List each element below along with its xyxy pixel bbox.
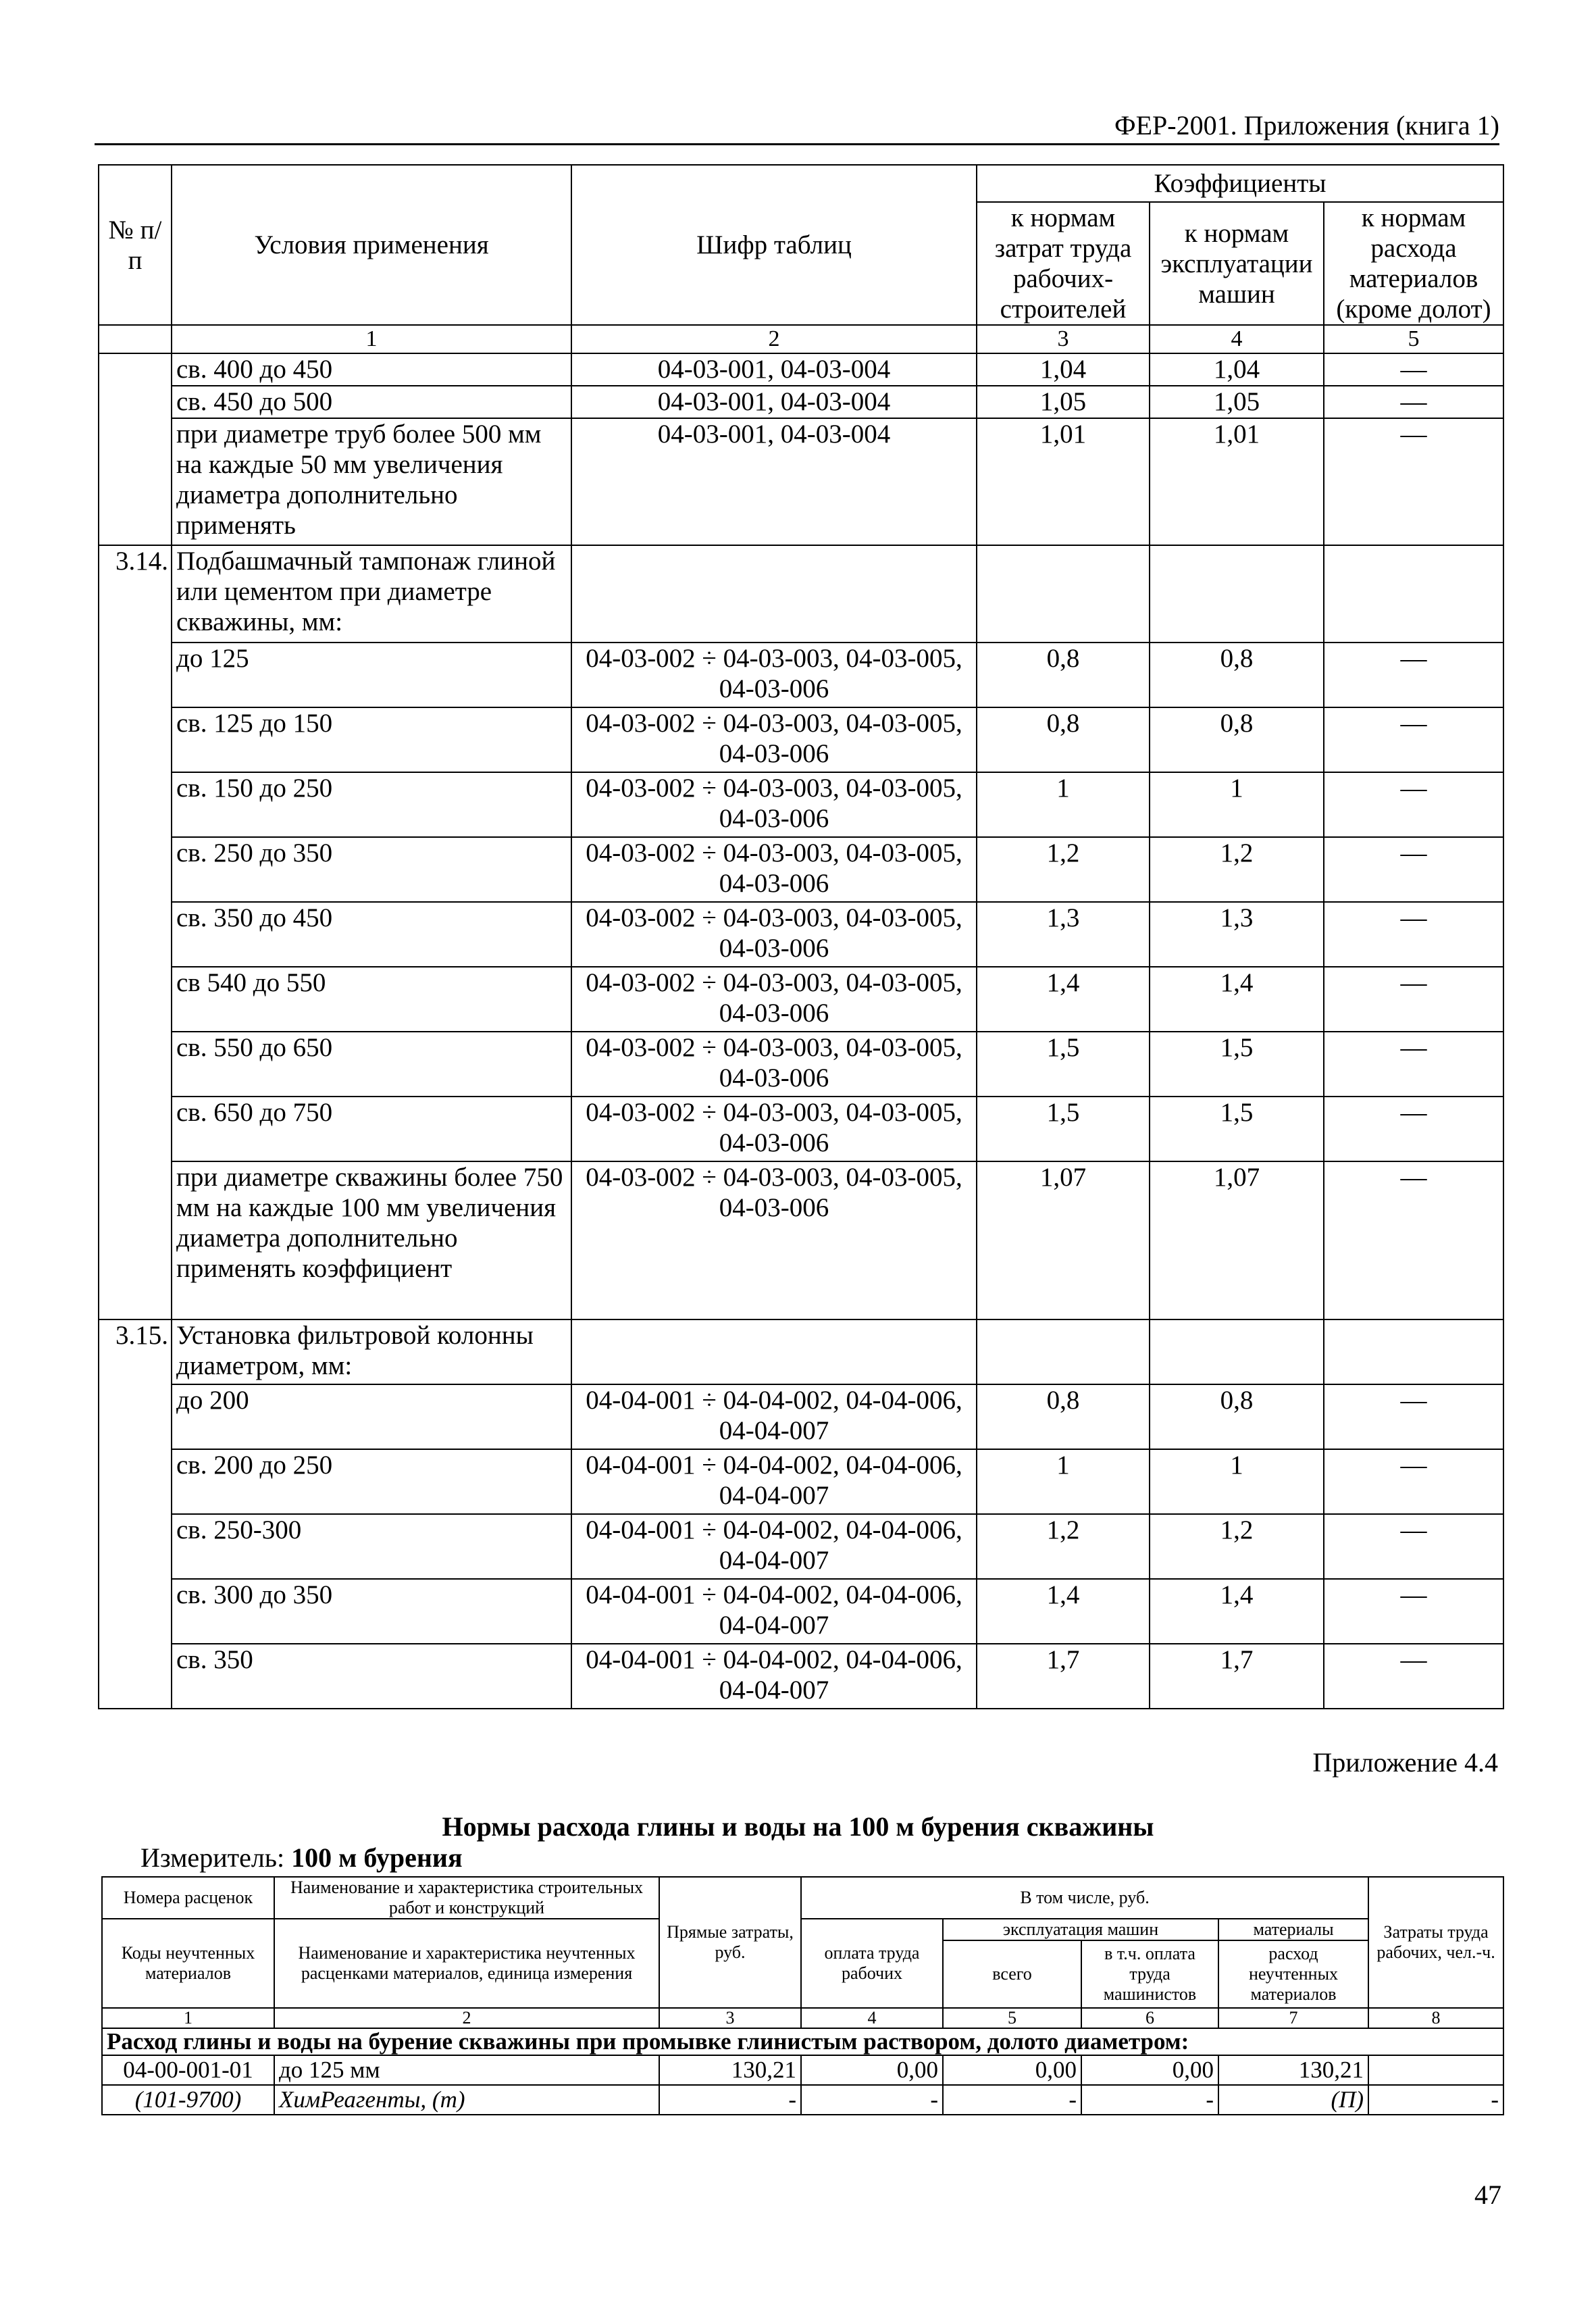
direct-costs: - xyxy=(659,2085,801,2115)
col-number: 1 xyxy=(102,2008,274,2028)
machine-coef: 1,7 xyxy=(1150,1644,1324,1709)
col-number: 5 xyxy=(943,2008,1081,2028)
header-materials: к нормам расхода материалов (кроме долот) xyxy=(1324,202,1503,325)
col-number xyxy=(99,325,172,353)
table-row xyxy=(99,386,1503,418)
table-row xyxy=(99,1032,1503,1097)
code-cell: 04-03-002 ÷ 04-03-003, 04-03-005, 04-03-006 xyxy=(571,967,977,1032)
header-machinist-pay: в т.ч. оплата труда машинистов xyxy=(1081,1940,1218,2008)
appendix-label: Приложение 4.4 xyxy=(1312,1747,1498,1778)
material-coef: — xyxy=(1324,837,1503,902)
col-number: 1 xyxy=(172,325,571,353)
labor-coef: 1,3 xyxy=(977,902,1150,967)
table-row xyxy=(99,1384,1503,1449)
labor-coef: 1,5 xyxy=(977,1097,1150,1161)
labor-coef: 1,07 xyxy=(977,1161,1150,1319)
col-number: 6 xyxy=(1081,2008,1218,2028)
condition-cell: св. 250 до 350 xyxy=(172,837,571,902)
table-row xyxy=(99,1319,1503,1384)
worker-pay: 0,00 xyxy=(801,2055,943,2085)
material-code: (101-9700) xyxy=(102,2085,274,2115)
code-cell: 04-03-002 ÷ 04-03-003, 04-03-005, 04-03-006 xyxy=(571,837,977,902)
condition-cell: св. 200 до 250 xyxy=(172,1449,571,1514)
material-coef: — xyxy=(1324,1644,1503,1709)
code-cell: 04-03-002 ÷ 04-03-003, 04-03-005, 04-03-006 xyxy=(571,1032,977,1097)
rate-code: 04-00-001-01 xyxy=(102,2055,274,2085)
condition-cell: Подбашмачный тампонаж глиной или цементом при диаметре скважины, мм: xyxy=(172,545,571,643)
col-number: 2 xyxy=(274,2008,659,2028)
measure-label: Измеритель: xyxy=(140,1842,285,1873)
col-number: 4 xyxy=(801,2008,943,2028)
condition-cell: св. 250-300 xyxy=(172,1514,571,1579)
code-cell: 04-03-001, 04-03-004 xyxy=(571,418,977,545)
col-number: 8 xyxy=(1368,2008,1503,2028)
condition-cell: св. 350 до 450 xyxy=(172,902,571,967)
machine-total: - xyxy=(943,2085,1081,2115)
table-row xyxy=(99,1161,1503,1319)
machine-coef: 1 xyxy=(1150,1449,1324,1514)
work-name: до 125 мм xyxy=(274,2055,659,2085)
table-row xyxy=(99,1514,1503,1579)
labor-coef: 1,4 xyxy=(977,1579,1150,1644)
condition-cell: св. 400 до 450 xyxy=(172,353,571,386)
machine-coef: 1,01 xyxy=(1150,418,1324,545)
condition-cell: св. 300 до 350 xyxy=(172,1579,571,1644)
col-number: 5 xyxy=(1324,325,1503,353)
condition-cell: при диаметре скважины более 750 мм на каждые 100 мм увеличения диаметра дополнительно применять коэффициент xyxy=(172,1161,571,1319)
machine-coef: 1,04 xyxy=(1150,353,1324,386)
material-coef: — xyxy=(1324,1032,1503,1097)
code-cell: 04-04-001 ÷ 04-04-002, 04-04-006, 04-04-007 xyxy=(571,1514,977,1579)
code-cell: 04-04-001 ÷ 04-04-002, 04-04-006, 04-04-007 xyxy=(571,1579,977,1644)
material-coef: — xyxy=(1324,643,1503,707)
code-cell: 04-03-002 ÷ 04-03-003, 04-03-005, 04-03-006 xyxy=(571,902,977,967)
coefficients-table xyxy=(98,164,1504,1709)
table-row xyxy=(102,2055,1503,2085)
section-heading: Расход глины и воды на бурение скважины при промывке глинистым раствором, долото диаметром: xyxy=(102,2028,1503,2055)
labor-coef: 1,2 xyxy=(977,1514,1150,1579)
machine-coef: 0,8 xyxy=(1150,707,1324,772)
table-row xyxy=(99,353,1503,386)
header-material-codes: Коды неучтенных материалов xyxy=(102,1919,274,2008)
code-cell: 04-04-001 ÷ 04-04-002, 04-04-006, 04-04-007 xyxy=(571,1449,977,1514)
machine-coef: 1,4 xyxy=(1150,1579,1324,1644)
table-row xyxy=(99,1097,1503,1161)
code-cell: 04-03-002 ÷ 04-03-003, 04-03-005, 04-03-006 xyxy=(571,772,977,837)
labor-costs xyxy=(1368,2055,1503,2085)
header-coefficients: Коэффициенты xyxy=(977,165,1503,202)
labor-coef: 1,2 xyxy=(977,837,1150,902)
material-coef: — xyxy=(1324,1579,1503,1644)
header-worker-pay: оплата труда рабочих xyxy=(801,1919,943,2008)
table-row xyxy=(99,772,1503,837)
labor-coef: 0,8 xyxy=(977,707,1150,772)
table-row xyxy=(99,643,1503,707)
material-coef: — xyxy=(1324,707,1503,772)
code-cell: 04-03-001, 04-03-004 xyxy=(571,386,977,418)
material-coef: — xyxy=(1324,902,1503,967)
machinist-pay: - xyxy=(1081,2085,1218,2115)
material-coef: — xyxy=(1324,967,1503,1032)
machine-coef: 1,2 xyxy=(1150,837,1324,902)
condition-cell: до 125 xyxy=(172,643,571,707)
direct-costs: 130,21 xyxy=(659,2055,801,2085)
header-material-consumption: расход неучтенных материалов xyxy=(1218,1940,1368,2008)
machine-coef: 1,5 xyxy=(1150,1097,1324,1161)
header-rate-numbers: Номера расценок xyxy=(102,1877,274,1919)
code-cell: 04-03-002 ÷ 04-03-003, 04-03-005, 04-03-006 xyxy=(571,643,977,707)
header-text: ФЕР-2001. Приложения (книга 1) xyxy=(1114,110,1499,141)
code-cell: 04-03-002 ÷ 04-03-003, 04-03-005, 04-03-006 xyxy=(571,1097,977,1161)
machine-total: 0,00 xyxy=(943,2055,1081,2085)
material-coef: — xyxy=(1324,1384,1503,1449)
col-number: 3 xyxy=(659,2008,801,2028)
header-table-code: Шифр таблиц xyxy=(571,165,977,325)
labor-coef: 1,04 xyxy=(977,353,1150,386)
table-row xyxy=(102,2085,1503,2115)
page-header xyxy=(95,108,1499,145)
header-labor-costs: Затраты труда рабочих, чел.-ч. xyxy=(1368,1877,1503,2008)
header-including: В том числе, руб. xyxy=(801,1877,1368,1919)
header-labor: к нормам затрат труда рабочих-строителей xyxy=(977,202,1150,325)
machine-coef: 1,4 xyxy=(1150,967,1324,1032)
condition-cell: св. 550 до 650 xyxy=(172,1032,571,1097)
condition-cell: при диаметре труб более 500 мм на каждые 50 мм увеличения диаметра дополнительно применять xyxy=(172,418,571,545)
header-conditions: Условия применения xyxy=(172,165,571,325)
machine-coef: 1,5 xyxy=(1150,1032,1324,1097)
material-consumption: (П) xyxy=(1218,2085,1368,2115)
labor-coef: 1,01 xyxy=(977,418,1150,545)
material-name: ХимРеагенты, (т) xyxy=(274,2085,659,2115)
labor-coef: 1,4 xyxy=(977,967,1150,1032)
table-row xyxy=(99,967,1503,1032)
section-number: 3.14. xyxy=(99,545,172,643)
condition-cell: Установка фильтровой колонны диаметром, мм: xyxy=(172,1319,571,1384)
header-machine-total: всего xyxy=(943,1940,1081,2008)
table-row xyxy=(99,418,1503,545)
labor-costs: - xyxy=(1368,2085,1503,2115)
machine-coef: 1 xyxy=(1150,772,1324,837)
labor-coef: 0,8 xyxy=(977,643,1150,707)
condition-cell: св. 125 до 150 xyxy=(172,707,571,772)
material-coef: — xyxy=(1324,772,1503,837)
table-row xyxy=(99,1579,1503,1644)
col-number: 3 xyxy=(977,325,1150,353)
header-machines: к нормам эксплуатации машин xyxy=(1150,202,1324,325)
measure-value: 100 м бурения xyxy=(291,1842,463,1873)
machine-coef: 1,07 xyxy=(1150,1161,1324,1319)
material-coef: — xyxy=(1324,353,1503,386)
code-cell: 04-03-002 ÷ 04-03-003, 04-03-005, 04-03-006 xyxy=(571,707,977,772)
condition-cell: св. 350 xyxy=(172,1644,571,1709)
table-row xyxy=(99,707,1503,772)
material-coef: — xyxy=(1324,418,1503,545)
machine-coef: 0,8 xyxy=(1150,1384,1324,1449)
header-num: № п/п xyxy=(99,165,172,325)
norms-table xyxy=(101,1876,1504,2115)
materials: 130,21 xyxy=(1218,2055,1368,2085)
header-material-names: Наименование и характеристика неучтенных расценками материалов, единица измерения xyxy=(274,1919,659,2008)
col-number: 7 xyxy=(1218,2008,1368,2028)
header-machine-operation: эксплуатация машин xyxy=(943,1919,1218,1940)
code-cell: 04-03-001, 04-03-004 xyxy=(571,353,977,386)
labor-coef: 1 xyxy=(977,772,1150,837)
code-cell: 04-04-001 ÷ 04-04-002, 04-04-006, 04-04-007 xyxy=(571,1644,977,1709)
col-number: 4 xyxy=(1150,325,1324,353)
material-coef: — xyxy=(1324,1514,1503,1579)
condition-cell: св. 150 до 250 xyxy=(172,772,571,837)
machinist-pay: 0,00 xyxy=(1081,2055,1218,2085)
page-number: 47 xyxy=(1474,2180,1501,2210)
labor-coef: 0,8 xyxy=(977,1384,1150,1449)
machine-coef: 1,05 xyxy=(1150,386,1324,418)
material-coef: — xyxy=(1324,1097,1503,1161)
measure-line xyxy=(140,1842,463,1873)
condition-cell: св 540 до 550 xyxy=(172,967,571,1032)
machine-coef: 1,2 xyxy=(1150,1514,1324,1579)
labor-coef: 1,05 xyxy=(977,386,1150,418)
material-coef: — xyxy=(1324,386,1503,418)
section-title: Нормы расхода глины и воды на 100 м бурения скважины xyxy=(442,1811,1154,1842)
header-direct-costs: Прямые затраты, руб. xyxy=(659,1877,801,2008)
machine-coef: 1,3 xyxy=(1150,902,1324,967)
labor-coef: 1,7 xyxy=(977,1644,1150,1709)
machine-coef: 0,8 xyxy=(1150,643,1324,707)
material-coef: — xyxy=(1324,1449,1503,1514)
col-number: 2 xyxy=(571,325,977,353)
section-number: 3.15. xyxy=(99,1319,172,1384)
table-row xyxy=(99,837,1503,902)
header-work-name: Наименование и характеристика строительных работ и конструкций xyxy=(274,1877,659,1919)
labor-coef: 1,5 xyxy=(977,1032,1150,1097)
condition-cell: св. 450 до 500 xyxy=(172,386,571,418)
worker-pay: - xyxy=(801,2085,943,2115)
section-row xyxy=(102,2028,1503,2055)
condition-cell: до 200 xyxy=(172,1384,571,1449)
material-coef: — xyxy=(1324,1161,1503,1319)
table-row xyxy=(99,545,1503,643)
header-materials: материалы xyxy=(1218,1919,1368,1940)
table-row xyxy=(99,1449,1503,1514)
table-row xyxy=(99,902,1503,967)
code-cell: 04-04-001 ÷ 04-04-002, 04-04-006, 04-04-007 xyxy=(571,1384,977,1449)
code-cell: 04-03-002 ÷ 04-03-003, 04-03-005, 04-03-006 xyxy=(571,1161,977,1319)
labor-coef: 1 xyxy=(977,1449,1150,1514)
table-row xyxy=(99,1644,1503,1709)
condition-cell: св. 650 до 750 xyxy=(172,1097,571,1161)
